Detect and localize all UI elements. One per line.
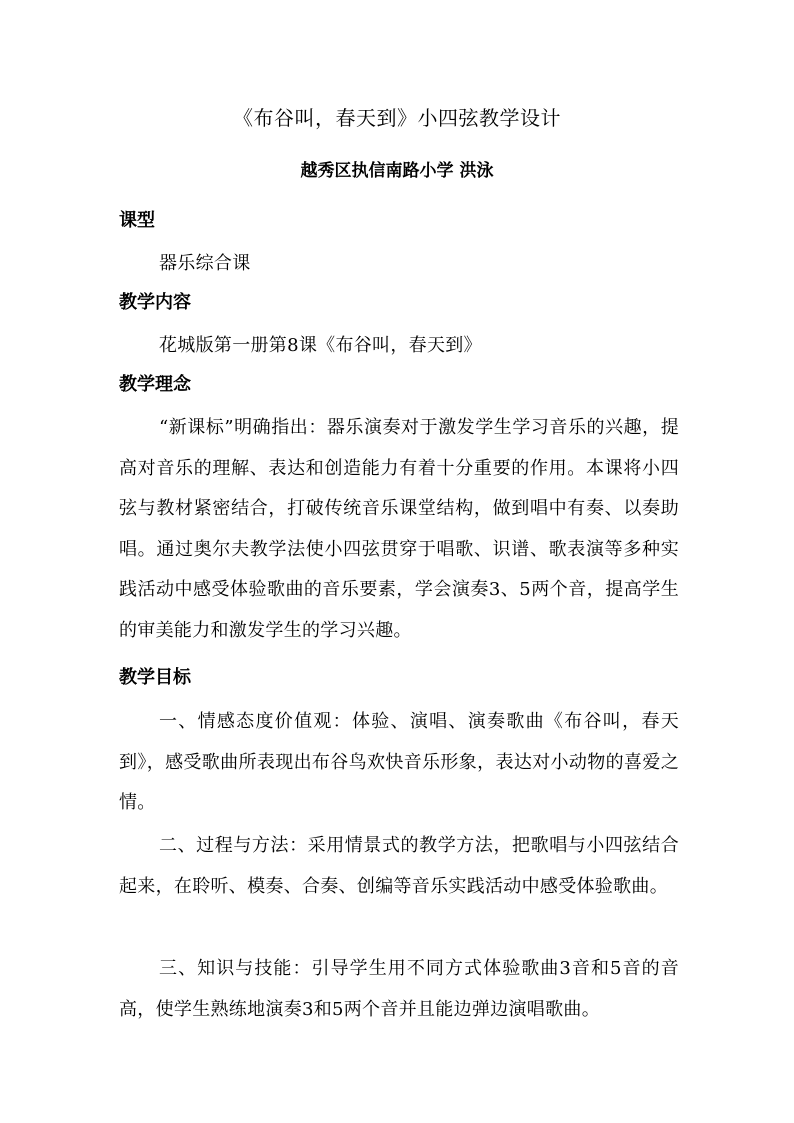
lesson-type-text: 器乐综合课 (159, 253, 251, 274)
objective-item-3: 三、知识与技能：引导学生用不同方式体验歌曲3音和5音的音高，使学生熟练地演奏3和5两个音并且能边弹边演唱歌曲。 (119, 958, 679, 1020)
objective-item-1: 一、情感态度价值观：体验、演唱、演奏歌曲《布谷叫，春天到》，感受歌曲所表现出布谷鸟欢快音乐形象，表达对小动物的喜爱之情。 (119, 711, 679, 813)
objective-item-2: 二、过程与方法：采用情景式的教学方法，把歌唱与小四弦结合起来，在聆听、模奏、合奏、创编等音乐实践活动中感受体验歌曲。 (119, 835, 679, 897)
document-author: 越秀区执信南路小学 洪泳 (300, 161, 494, 181)
document-title: 《布谷叫，春天到》小四弦教学设计 (233, 106, 561, 130)
philosophy-paragraph: “新课标”明确指出：器乐演奏对于激发学生学习音乐的兴趣，提高对音乐的理解、表达和创造能力有着十分重要的作用。本课将小四弦与教材紧密结合，打破传统音乐课堂结构，做到唱中有奏、以奏助唱。通过奥尔夫教学法使小四弦贯穿于唱歌、识谱、歌表演等多种实践活动中感受体验歌曲的音乐要素，学会演奏3、5两个音，提高学生的审美能力和激发学生的学习兴趣。 (119, 417, 679, 641)
content-text: 花城版第一册第8课《布谷叫，春天到》 (159, 335, 482, 356)
heading-lesson-type: 课型 (119, 210, 155, 231)
heading-objectives: 教学目标 (119, 667, 191, 688)
heading-content: 教学内容 (119, 292, 191, 313)
heading-philosophy: 教学理念 (119, 374, 191, 395)
